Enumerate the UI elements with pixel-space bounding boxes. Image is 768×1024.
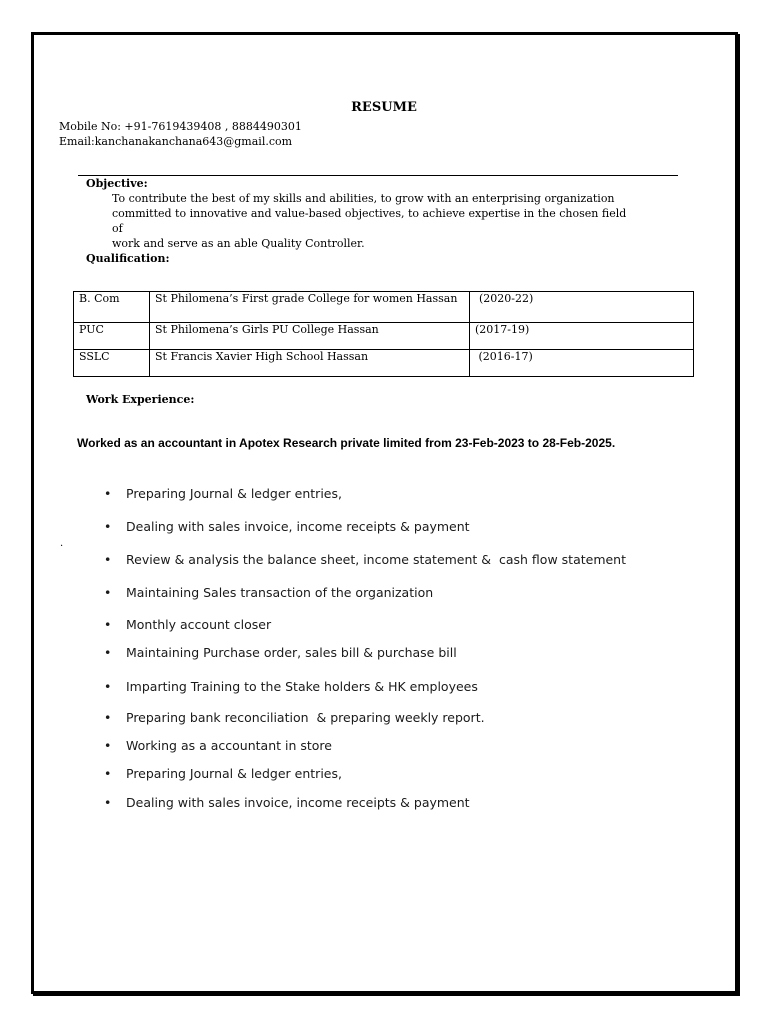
years-cell: (2016-17)	[470, 350, 694, 377]
divider-rule	[78, 175, 678, 176]
list-item-text: Dealing with sales invoice, income receipts & payment	[126, 795, 470, 810]
degree-cell: B. Com	[74, 292, 150, 323]
work-summary: Worked as an accountant in Apotex Research private limited from 23-Feb-2023 to 28-Feb-2025.	[77, 436, 616, 450]
list-item	[104, 738, 332, 753]
bullet-icon: •	[104, 585, 112, 600]
bullet-icon: •	[104, 552, 112, 567]
list-item-text: Preparing Journal & ledger entries,	[126, 766, 342, 781]
list-item	[104, 679, 478, 694]
list-item-text: Preparing Journal & ledger entries,	[126, 486, 342, 501]
table-row	[74, 292, 694, 323]
list-item-text: Working as a accountant in store	[126, 738, 332, 753]
institution-cell: St Philomena’s First grade College for women Hassan	[150, 292, 470, 323]
qualification-heading: Qualification:	[86, 252, 170, 265]
institution-cell: St Francis Xavier High School Hassan	[150, 350, 470, 377]
list-item-text: Imparting Training to the Stake holders & HK employees	[126, 679, 478, 694]
degree-cell: SSLC	[74, 350, 150, 377]
bullet-icon: •	[104, 617, 112, 632]
list-item	[104, 710, 485, 725]
objective-line: work and serve as an able Quality Controller.	[112, 237, 365, 250]
degree-cell: PUC	[74, 323, 150, 350]
list-item-text: Maintaining Purchase order, sales bill & purchase bill	[126, 645, 457, 660]
list-item-text: Review & analysis the balance sheet, income statement & cash flow statement	[126, 552, 627, 567]
work-experience-heading: Work Experience:	[86, 393, 195, 406]
list-item-text: Maintaining Sales transaction of the organization	[126, 585, 434, 600]
institution-cell: St Philomena’s Girls PU College Hassan	[150, 323, 470, 350]
qualification-table	[73, 291, 694, 377]
bullet-icon: •	[104, 486, 112, 501]
objective-line: To contribute the best of my skills and abilities, to grow with an enterprising organization	[112, 192, 615, 205]
list-item	[104, 766, 342, 781]
stray-mark: .	[60, 538, 64, 549]
list-item-text: Dealing with sales invoice, income receipts & payment	[126, 519, 470, 534]
years-cell: (2017-19)	[470, 323, 694, 350]
bullet-icon: •	[104, 645, 112, 660]
bullet-icon: •	[104, 738, 112, 753]
email-address: Email:kanchanakanchana643@gmail.com	[59, 135, 293, 148]
list-item	[104, 795, 470, 810]
list-item	[104, 585, 433, 600]
mobile-number: Mobile No: +91-7619439408 , 8884490301	[59, 120, 302, 133]
objective-heading: Objective:	[86, 177, 148, 190]
bullet-icon: •	[104, 679, 112, 694]
list-item	[104, 519, 470, 534]
resume-title: RESUME	[351, 100, 417, 115]
list-item-text: Monthly account closer	[126, 617, 272, 632]
objective-text	[112, 191, 632, 251]
bullet-icon: •	[104, 795, 112, 810]
table-row	[74, 350, 694, 377]
list-item-text: Preparing bank reconciliation & preparing weekly report.	[126, 710, 485, 725]
objective-line: committed to innovative and value-based objectives, to achieve expertise in the chosen field of	[112, 207, 627, 235]
list-item	[104, 486, 342, 501]
list-item	[104, 552, 626, 567]
bullet-icon: •	[104, 519, 112, 534]
list-item	[104, 617, 271, 632]
years-cell: (2020-22)	[470, 292, 694, 323]
list-item	[104, 645, 457, 660]
bullet-icon: •	[104, 710, 112, 725]
bullet-icon: •	[104, 766, 112, 781]
table-row	[74, 323, 694, 350]
